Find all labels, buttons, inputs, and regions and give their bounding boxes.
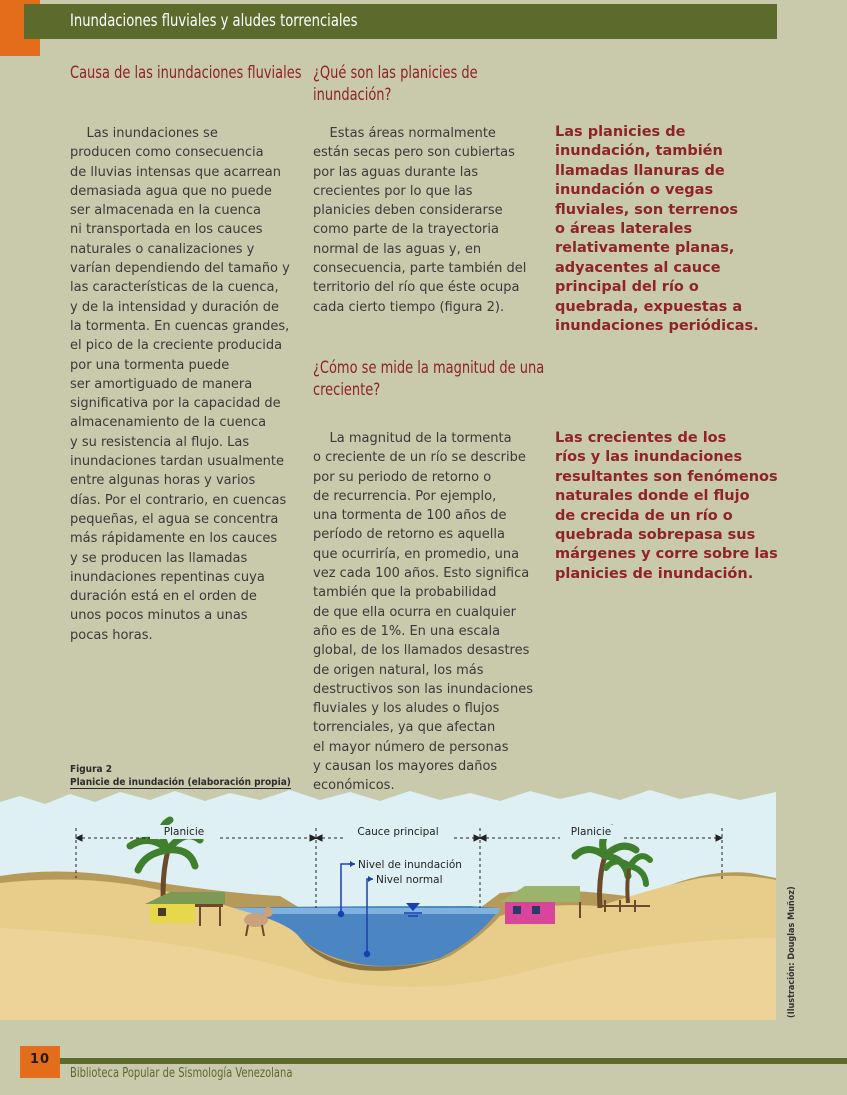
callout-line: Las crecientes de los	[555, 430, 727, 446]
paragraph-line: están secas pero son cubiertas	[313, 145, 515, 161]
paragraph-line: duración está en el orden de	[70, 589, 257, 605]
paragraph-line: ni transportada en los cauces	[70, 222, 263, 238]
paragraph-line: pocas horas.	[70, 627, 153, 643]
page-number: 10	[29, 1052, 51, 1067]
callout-line: principal del río o	[555, 279, 699, 296]
paragraph-line: días. Por el contrario, en cuencas	[70, 492, 287, 508]
paragraph-line: entre algunas horas y varios	[70, 473, 256, 489]
paragraph-line: que ocurriría, en promedio, una	[313, 546, 520, 562]
paragraph-line: La magnitud de la tormenta	[313, 431, 512, 446]
col2-heading-magnitude	[313, 357, 544, 401]
callout-line: inundaciones periódicas.	[555, 318, 759, 335]
paragraph-line: y causan los mayores daños	[313, 759, 498, 775]
paragraph-line: producen como consecuencia	[70, 145, 264, 161]
paragraph-line: almacenamiento de la cuenca	[70, 415, 267, 431]
col2-heading-floodplains	[313, 62, 478, 106]
paragraph-line: torrenciales, ya que afectan	[313, 720, 496, 736]
col1-body	[70, 124, 290, 645]
paragraph-line: ser amortiguado de manera	[70, 376, 253, 392]
floodplain-illustration	[0, 788, 847, 1020]
callout-line: resultantes son fenómenos	[555, 468, 778, 485]
paragraph-line: por una tormenta puede	[70, 357, 230, 373]
illustration-credit-text: (Ilustración: Douglas Muñoz)	[787, 886, 797, 1018]
paragraph-line: cada cierto tiempo (figura 2).	[313, 299, 505, 315]
paragraph-line: crecientes por lo que las	[313, 183, 473, 199]
paragraph-line: o creciente de un río se describe	[313, 450, 526, 466]
callout-line: naturales donde el flujo	[555, 488, 750, 505]
paragraph-line: año es de 1%. En una escala	[313, 623, 501, 639]
callout-line: relativamente planas,	[555, 240, 735, 257]
paragraph-line: y su resistencia al flujo. Las	[70, 434, 250, 450]
paragraph-line: global, de los llamados desastres	[313, 643, 530, 659]
col2-body-magnitude	[313, 429, 533, 796]
paragraph-line: de origen natural, los más	[313, 662, 484, 678]
paragraph-line: destructivos son las inundaciones	[313, 681, 533, 697]
illustration-credit	[782, 886, 798, 1020]
callout-line: o áreas laterales	[555, 221, 693, 238]
paragraph-line: fluviales y los aludes o flujos	[313, 701, 500, 717]
paragraph-line: el mayor número de personas	[313, 739, 509, 755]
callout-line: de crecida de un río o	[555, 507, 733, 524]
paragraph-line: inundaciones tardan usualmente	[70, 454, 284, 470]
callout-line: márgenes y corre sobre las	[555, 546, 778, 563]
paragraph-line: de que ella ocurra en cualquier	[313, 604, 517, 620]
paragraph-line: económicos.	[313, 778, 395, 794]
page-title: Inundaciones fluviales y aludes torrenciales	[70, 11, 358, 31]
footer-publication: Biblioteca Popular de Sismología Venezolana	[70, 1066, 293, 1081]
paragraph-line: el pico de la creciente producida	[70, 338, 283, 354]
paragraph-line: de recurrencia. Por ejemplo,	[313, 488, 497, 504]
paragraph-line: y de la intensidad y duración de	[70, 299, 280, 315]
paragraph-line: varían dependiendo del tamaño y	[70, 261, 290, 277]
paragraph-line: también que la probabilidad	[313, 585, 497, 601]
label-floodplain-right: Planicie	[570, 826, 612, 838]
label-floodplain-left: Planicie	[163, 826, 205, 838]
paragraph-line: por su periodo de retorno o	[313, 469, 492, 485]
heading-line: ¿Qué son las planicies de	[313, 63, 478, 83]
paragraph-line: ser almacenada en la cuenca	[70, 203, 261, 219]
callout-line: llamadas llanuras de	[555, 162, 725, 179]
paragraph-line: período de retorno es aquella	[313, 527, 505, 543]
label-flood-level: Nivel de inundación	[358, 859, 462, 871]
callout-line: adyacentes al cauce	[555, 259, 721, 276]
callout-line: inundación, también	[555, 143, 723, 160]
callout-line: planicies de inundación.	[555, 565, 754, 582]
paragraph-line: una tormenta de 100 años de	[313, 508, 507, 524]
heading-line: creciente?	[313, 380, 381, 400]
heading-line: inundación?	[313, 85, 392, 105]
paragraph-line: significativa por la capacidad de	[70, 396, 281, 412]
callout-line: ríos y las inundaciones	[555, 449, 743, 466]
callout-line: inundación o vegas	[555, 182, 714, 199]
paragraph-line: y se producen las llamadas	[70, 550, 248, 566]
paragraph-line: naturales o canalizaciones y	[70, 241, 255, 257]
paragraph-line: de lluvias intensas que acarrean	[70, 164, 281, 180]
callout-flood-definition	[555, 429, 778, 584]
paragraph-line: consecuencia, parte también del	[313, 261, 527, 277]
figure-caption	[70, 763, 291, 789]
paragraph-line: territorio del río que éste ocupa	[313, 280, 520, 296]
paragraph-line: por las aguas durante las	[313, 164, 479, 180]
label-normal-level: Nivel normal	[376, 874, 443, 886]
col1-heading: Causa de las inundaciones fluviales	[70, 63, 302, 83]
paragraph-line: unos pocos minutos a unas	[70, 608, 248, 624]
callout-line: quebrada, expuestas a	[555, 298, 743, 315]
paragraph-line: Estas áreas normalmente	[313, 126, 496, 141]
callout-line: fluviales, son terrenos	[555, 201, 739, 218]
footer-rule	[60, 1058, 847, 1064]
paragraph-line: inundaciones repentinas cuya	[70, 569, 265, 585]
paragraph-line: la tormenta. En cuencas grandes,	[70, 318, 290, 334]
paragraph-line: planicies deben considerarse	[313, 203, 503, 219]
paragraph-line: demasiada agua que no puede	[70, 183, 272, 199]
paragraph-line: más rápidamente en los cauces	[70, 531, 278, 547]
callout-floodplain-definition	[555, 123, 759, 336]
col2-body-floodplains	[313, 124, 526, 317]
callout-line: quebrada sobrepasa sus	[555, 527, 756, 544]
heading-line: ¿Cómo se mide la magnitud de una	[313, 358, 545, 378]
paragraph-line: Las inundaciones se	[70, 126, 218, 141]
label-main-channel: Cauce principal	[357, 826, 439, 838]
figure-caption-text: Planicie de inundación (elaboración propia)	[70, 777, 291, 788]
paragraph-line: las características de la cuenca,	[70, 280, 279, 296]
callout-line: Las planicies de	[555, 124, 686, 140]
paragraph-line: vez cada 100 años. Esto significa	[313, 566, 530, 582]
paragraph-line: normal de las aguas y, en	[313, 241, 482, 257]
paragraph-line: pequeñas, el agua se concentra	[70, 511, 279, 527]
paragraph-line: como parte de la trayectoria	[313, 222, 499, 238]
figure-number: Figura 2	[70, 764, 112, 775]
